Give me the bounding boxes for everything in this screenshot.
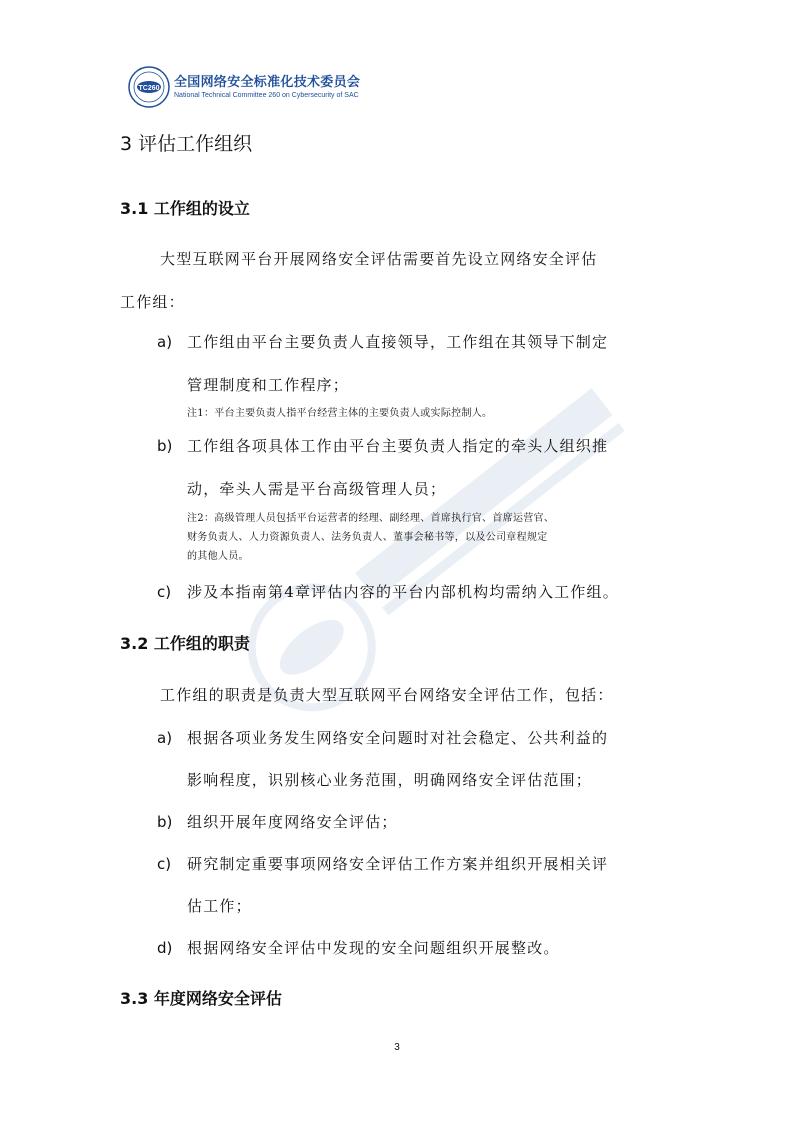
- paragraph-line: 工作组的职责是负责大型互联网平台网络安全评估工作，包括：: [160, 686, 614, 704]
- note: 的其他人员。: [187, 551, 249, 562]
- subsection-title-3-1: 3.1 工作组的设立: [120, 199, 250, 218]
- list-item-line: 估工作；: [187, 897, 252, 915]
- document-header: [128, 65, 360, 109]
- subsection-title-3-2: 3.2 工作组的职责: [120, 634, 250, 653]
- list-item-line: 影响程度，识别核心业务范围，明确网络安全评估范围；: [187, 771, 593, 789]
- list-item-line: 工作组各项具体工作由平台主要负责人指定的牵头人组织推: [187, 437, 609, 455]
- note: 注2：高级管理人员包括平台运营者的经理、副经理、首席执行官、首席运营官、: [187, 513, 555, 524]
- list-item-line: 根据各项业务发生网络安全问题时对社会稳定、公共利益的: [187, 729, 609, 747]
- svg-text:TC260: TC260: [138, 85, 160, 92]
- org-name-cn: 全国网络安全标准化技术委员会: [174, 74, 361, 90]
- org-name-en: National Technical Committee 260 on Cybersecurity of SAC: [174, 91, 359, 99]
- tc260-logo-icon: [128, 66, 170, 108]
- list-marker: b): [157, 813, 173, 831]
- subsection-title-3-3: 3.3 年度网络安全评估: [120, 989, 282, 1008]
- list-item-line: 涉及本指南第4章评估内容的平台内部机构均需纳入工作组。: [187, 583, 619, 601]
- list-marker: c): [157, 583, 172, 601]
- list-item-line: 动，牵头人需是平台高级管理人员；: [187, 480, 447, 498]
- note: 财务负责人、人力资源负责人、法务负责人、董事会秘书等，以及公司章程规定: [187, 532, 548, 543]
- note: 注1：平台主要负责人指平台经营主体的主要负责人或实际控制人。: [187, 408, 493, 419]
- list-marker: a): [157, 729, 173, 747]
- list-item-line: 组织开展年度网络安全评估；: [187, 813, 398, 831]
- list-marker: a): [157, 333, 173, 351]
- page-number: 3: [394, 1042, 400, 1053]
- list-item-line: 工作组由平台主要负责人直接领导，工作组在其领导下制定: [187, 333, 609, 351]
- list-marker: b): [157, 437, 173, 455]
- list-item-line: 管理制度和工作程序；: [187, 376, 350, 394]
- list-item-line: 根据网络安全评估中发现的安全问题组织开展整改。: [187, 939, 560, 957]
- list-marker: c): [157, 855, 172, 873]
- paragraph-line: 工作组：: [120, 293, 185, 311]
- list-marker: d): [157, 939, 173, 957]
- paragraph-line: 大型互联网平台开展网络安全评估需要首先设立网络安全评估: [160, 250, 598, 268]
- section-title: 3 评估工作组织: [120, 133, 253, 155]
- list-item-line: 研究制定重要事项网络安全评估工作方案并组织开展相关评: [187, 855, 609, 873]
- org-name: [174, 75, 360, 100]
